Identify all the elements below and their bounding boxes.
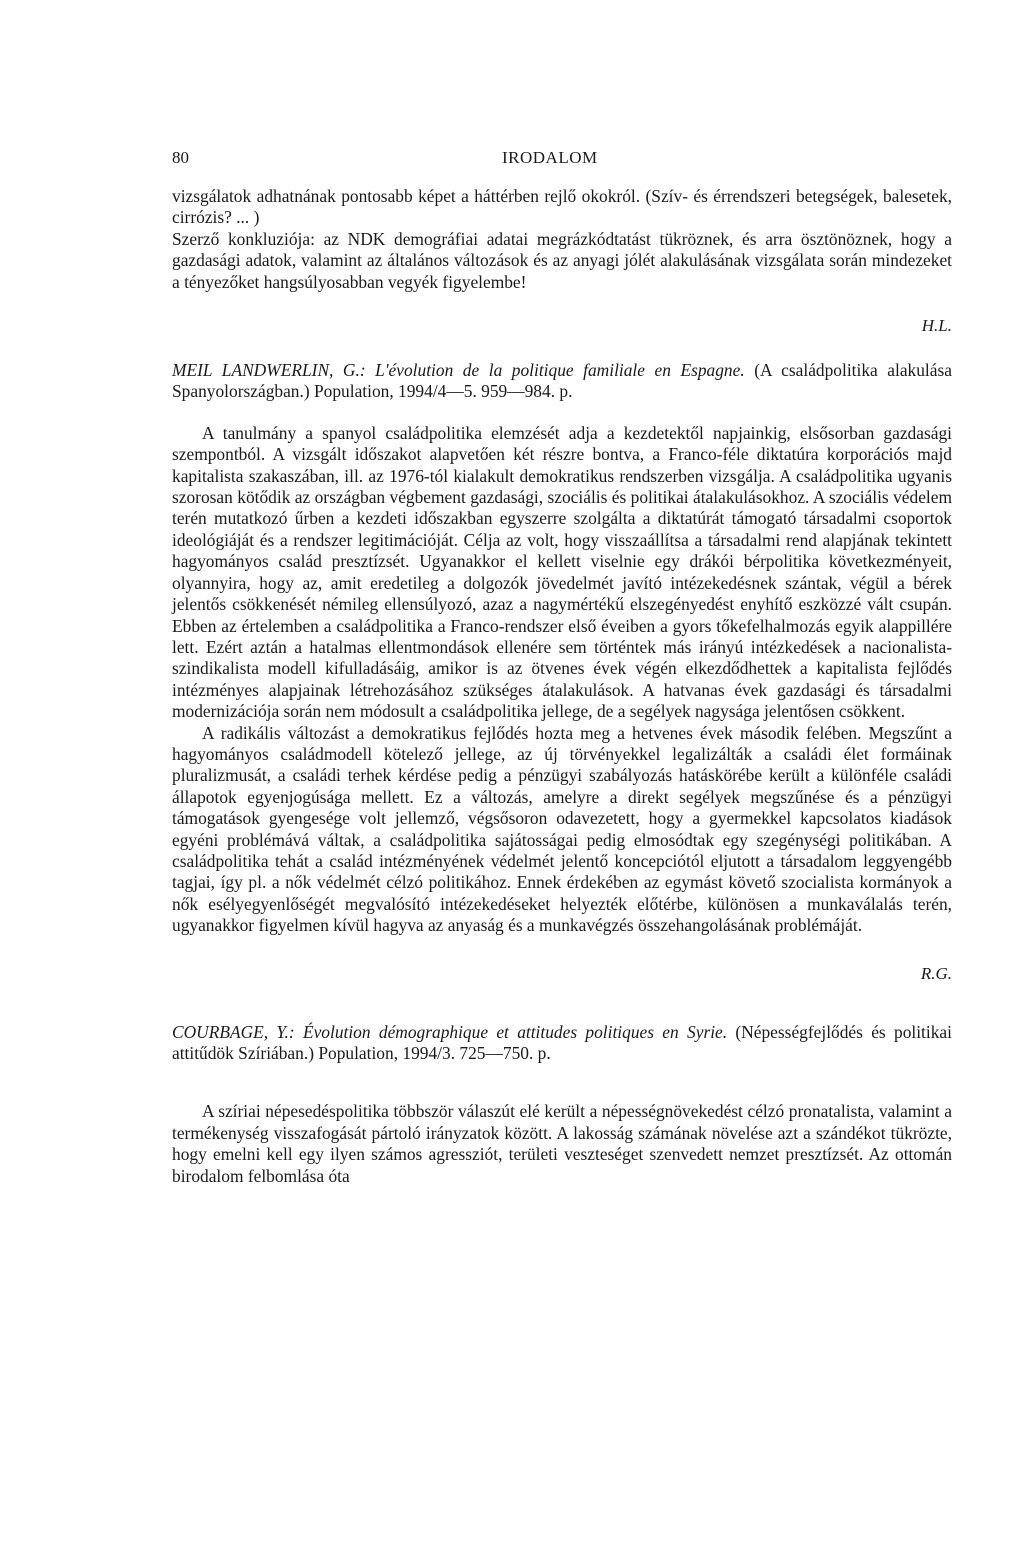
review-paragraph: A szíriai népesedéspolitika többször válaszút elé került a népességnövekedést célzó pronatalista, valamint a termékenység visszafogását pártoló irányzatok között. A lakosság számának növelése azt a szándékot tükrözte, hogy emelni kell egy ilyen számos agressziót, területi veszteséget szenvedett nemzet presztízsét. Az ottomán birodalom felbomlása óta [172, 1101, 952, 1186]
reference-author: COURBAGE, Y.: [172, 1021, 295, 1042]
page [172, 148, 952, 1187]
reference-details: (A családpolitika alakulása Spanyolországban.) Population, 1994/4—5. 959—984. p. [172, 360, 952, 402]
reference-entry [172, 1022, 952, 1065]
reference-title: L'évolution de la politique familiale en Espagne. [375, 360, 745, 381]
review-paragraph: A tanulmány a spanyol családpolitika elemzését adja a kezdetektől napjainkig, elsősorban gazdasági szempontból. A vizsgált időszakot alapvetően két részre bontva, a Franco-féle diktatúra korporációs majd kapitalista szakaszában, ill. az 1976-tól kialakult demokratikus rendszerben vizsgálja. A családpolitika ugyanis szorosan kötődik az országban végbement gazdasági, szociális és politikai átalakulásokhoz. A szociális védelem terén mutatkozó űrben a kezdeti időszakban egyszerre szolgálta a diktatúrát támogató társadalmi csoportok ideológiáját és a rendszer legitimációját. Célja az volt, hogy visszaállítsa a társadalmi rend alapjának tekintett hagyományos család presztízsét. Ugyanakkor el kellett viselnie egy drákói bérpolitika következményeit, olyannyira, hogy az, amit eredetileg a dolgozók jövedelmét javító intézekedésnek szántak, végül a bérek jelentős csökkenését némileg ellensúlyozó, azaz a nagymértékű elszegényedést enyhítő eszközzé vált csupán. Ebben az értelemben a családpolitika a Franco-rendszer első éveiben a gyors tőkefelhalmozás egyik alappillére lett. Ezért aztán a hatalmas ellentmondások ellenére sem történtek más irányú intézkedések a nacionalista-szindikalista modell kifulladásáig, amikor is az ötvenes évek végén elkezdődhettek a kapitalista fejlődés intézményes alapjainak létrehozásához szükséges átalakulások. A hatvanas évek gazdasági és társadalmi modernizációja során nem módosult a családpolitika jellege, de a segélyek nagysága jelentősen csökkent. [172, 422, 952, 722]
reviewer-initials: R.G. [920, 963, 952, 983]
reference-details: (Népességfejlődés és politikai attitűdök Szíriában.) Population, 1994/3. 725—750. p. [172, 1021, 952, 1063]
reference-title: Évolution démographique et attitudes politiques en Syrie. [302, 1021, 728, 1042]
continued-paragraph: vizsgálatok adhatnának pontosabb képet a háttérben rejlő okokról. (Szív- és érrendszeri betegségek, balesetek, cirrózis? ... ) [172, 186, 952, 228]
reference-author: MEIL LANDWERLIN, G.: [172, 360, 366, 381]
conclusion-paragraph: Szerző konkluziója: az NDK demográfiai adatai megrázkódtatást tükröznek, és arra ösztönöznek, hogy a gazdasági adatok, valamint az általános változások és az anyagi jólét alakulásának vizsgálata során mindezeket a tényezőket hangsúlyosabban vegyék figyelembe! [172, 228, 952, 292]
reference-entry [172, 360, 952, 403]
running-header [172, 148, 952, 186]
page-number: 80 [172, 148, 189, 167]
reviewer-initials: H.L. [921, 316, 952, 336]
review-paragraph: A radikális változást a demokratikus fejlődés hozta meg a hetvenes évek második felében. Megszűnt a hagyományos családmodell kötelező jellege, az új törvényekkel legalizálták a családi élet formáinak pluralizmusát, a családi terhek kérdése pedig a pénzügyi szabályozás hatáskörébe került a különféle családi állapotok egyenjogúsága mellett. Ez a változás, amelyre a direkt segélyek megszűnése és a pénzügyi támogatások gyengesége volt jellemző, végsősoron odavezetett, hogy a gyermekkel kapcsolatos kiadások egyéni problémává váltak, a családpolitika sajátosságai pedig elmosódtak egy szegénységi politikában. A családpolitika tehát a család intézményének védelmét jelentő koncepciótól eljutott a társadalom leggyengébb tagjai, így pl. a nők védelmét célzó politikához. Ennek érdekében az egymást követő szocialista kormányok a nők esélyegyenlőségét megvalósító intézekedéseket helyezték előtérbe, különösen a munkaválalás terén, ugyanakkor figyelmen kívül hagyva az anyaság és a munkavégzés összehangolásának problémáját. [172, 722, 952, 936]
running-title: IRODALOM [502, 148, 598, 167]
